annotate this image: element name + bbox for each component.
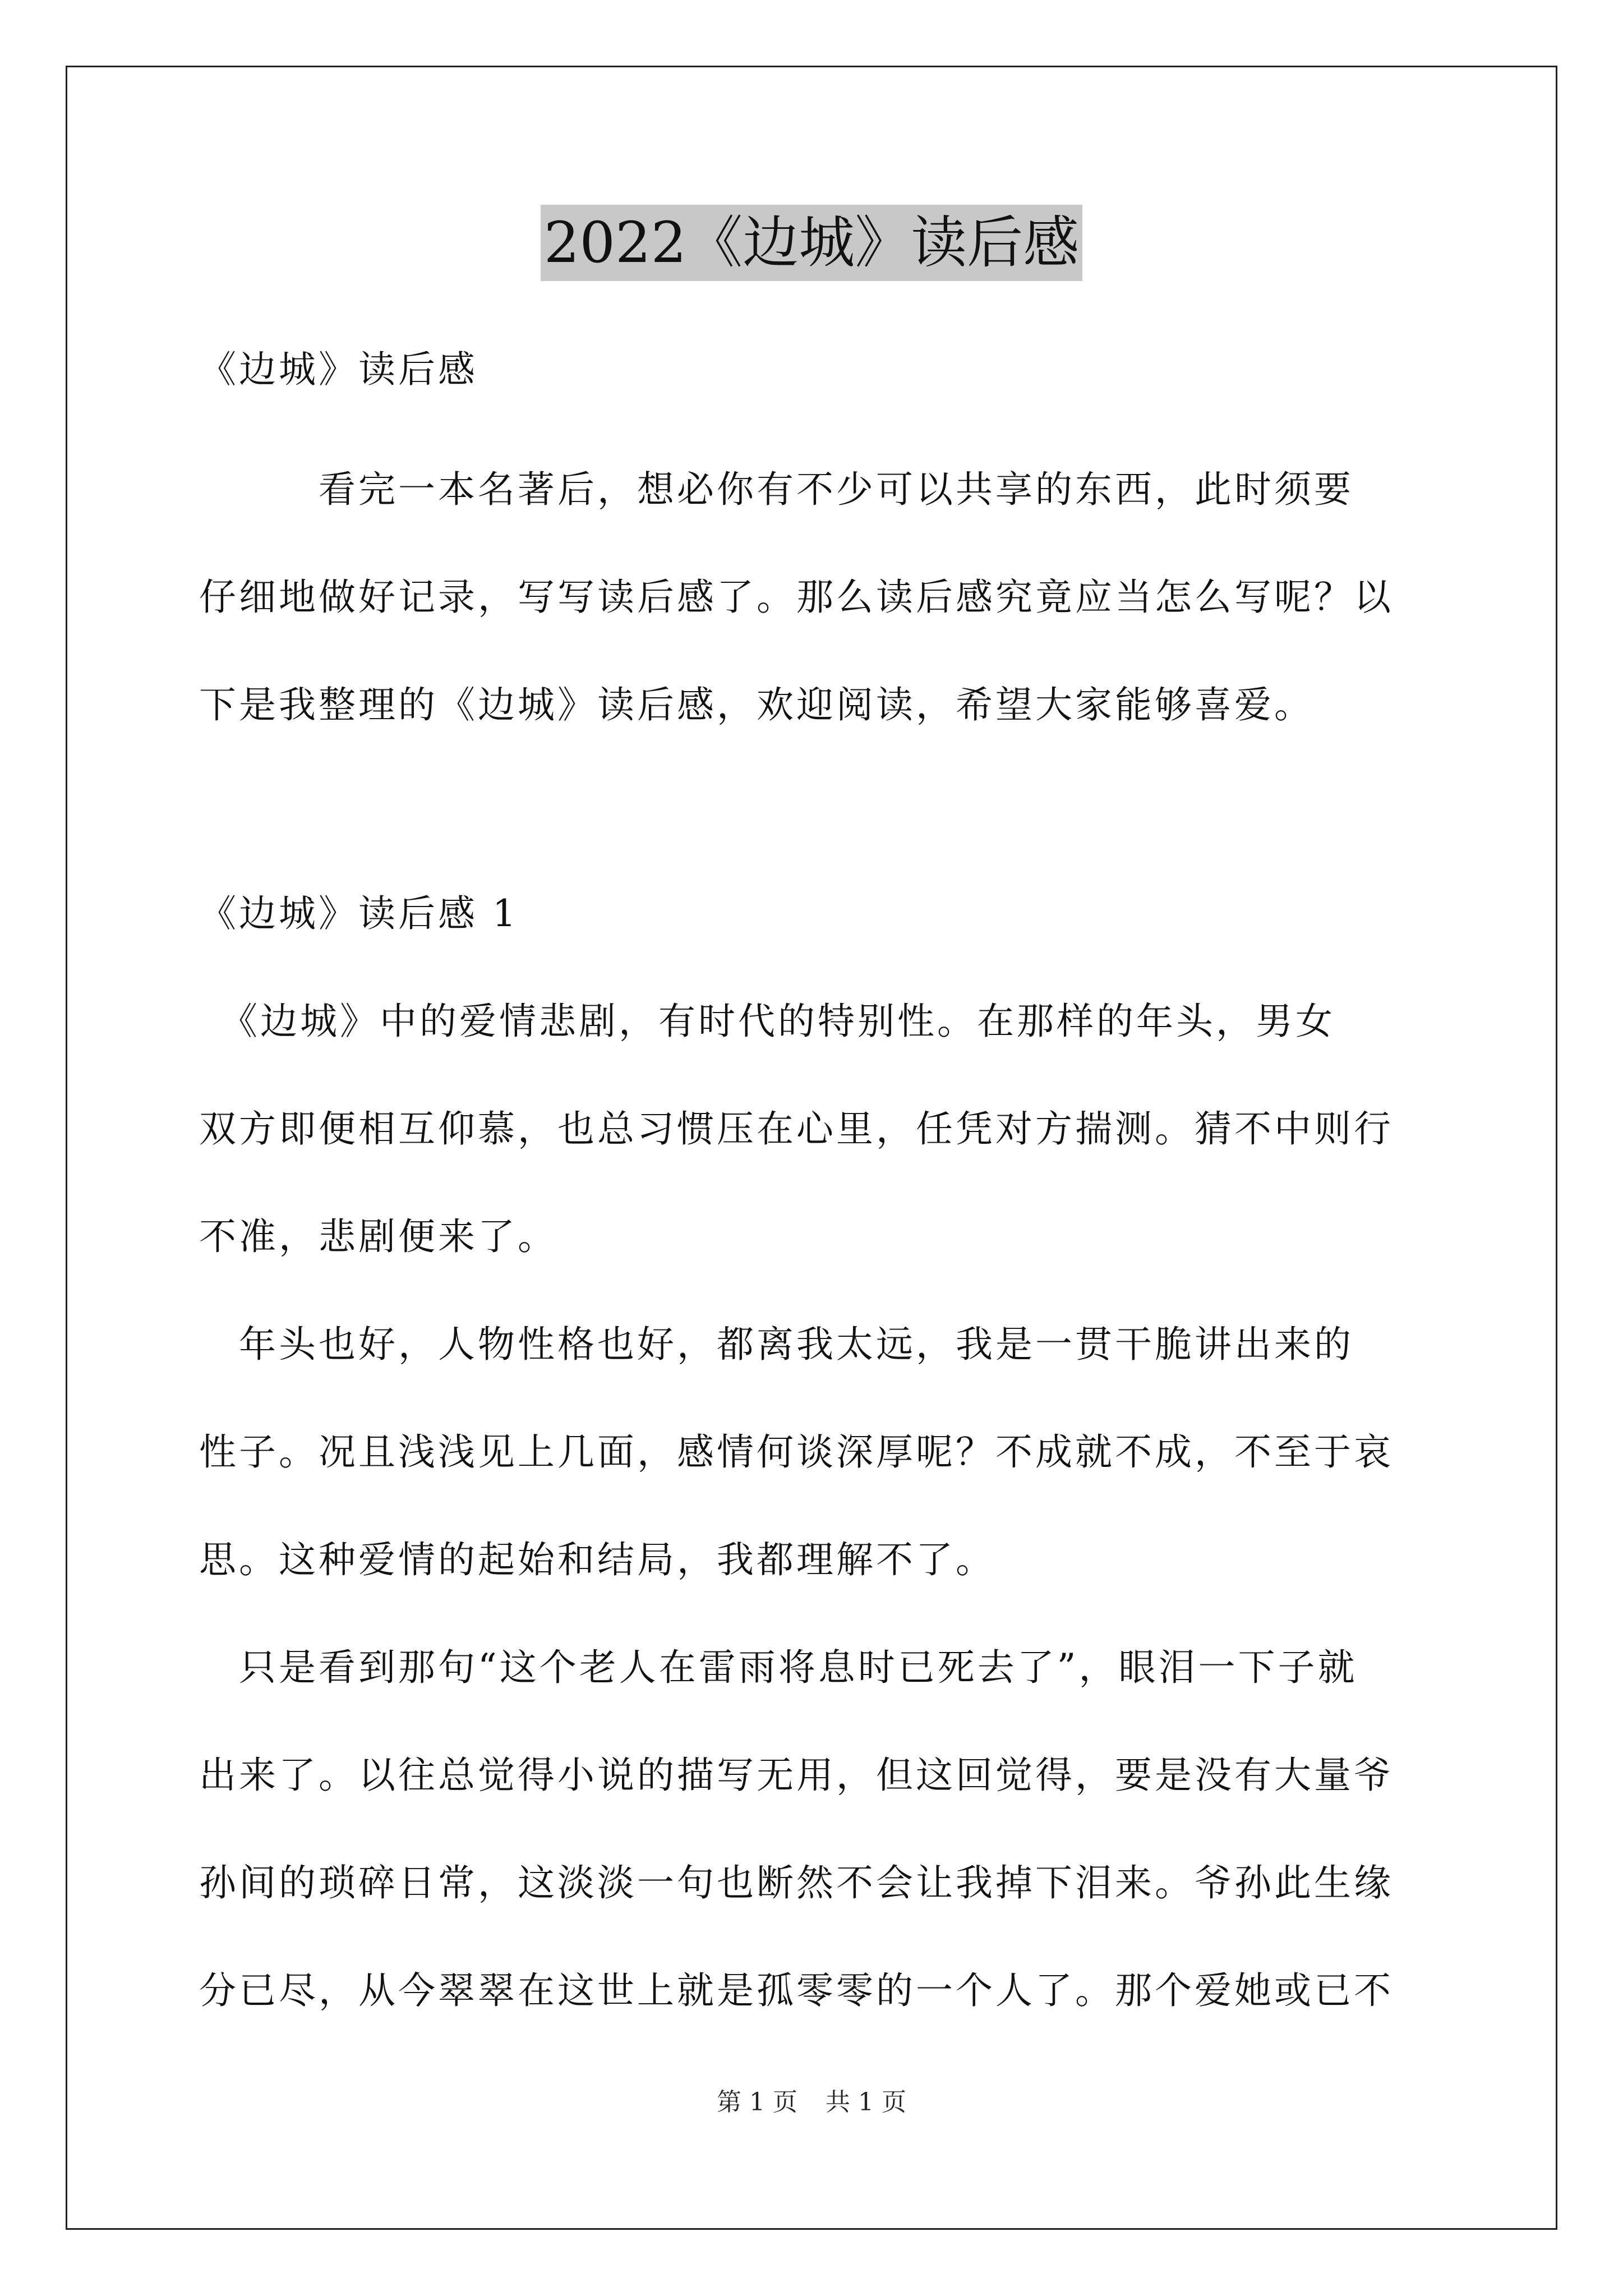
paragraph-line: 出来了。以往总觉得小说的描写无用，但这回觉得，要是没有大量爷 (199, 1754, 1394, 1797)
paragraph-line: 孙间的琐碎日常，这淡淡一句也断然不会让我掉下泪来。爷孙此生缘 (199, 1861, 1394, 1904)
paragraph-line: 不准，悲剧便来了。 (199, 1215, 557, 1258)
paragraph-line: 《边城》中的爱情悲剧，有时代的特别性。在那样的年头，男女 (199, 1000, 1335, 1043)
title-container (0, 205, 1623, 281)
section-1-paragraph-1 (199, 968, 1433, 1291)
paragraph-line: 分已尽，从今翠翠在这世上就是孤零零的一个人了。那个爱她或已不 (199, 1969, 1394, 2012)
paragraph-line: 只是看到那句“这个老人在雷雨将息时已死去了”，眼泪一下子就 (199, 1646, 1358, 1689)
paragraph-line: 性子。况且浅浅见上几面，感情何谈深厚呢？不成就不成，不至于哀 (199, 1430, 1394, 1474)
section-1-paragraph-3 (199, 1614, 1433, 2045)
document-subtitle: 《边城》读后感 (199, 348, 478, 391)
document-title: 2022《边城》读后感 (541, 205, 1083, 281)
intro-paragraph (199, 436, 1433, 759)
intro-line-1: 看完一本名著后，想必你有不少可以共享的东西，此时须要 (199, 468, 1354, 511)
page-total: 共 1 页 (826, 2088, 906, 2116)
paragraph-line: 双方即便相互仰慕，也总习惯压在心里，任凭对方揣测。猜不中则行 (199, 1107, 1394, 1151)
paragraph-line: 思。这种爱情的起始和结局，我都理解不了。 (199, 1538, 995, 1581)
intro-line-3: 下是我整理的《边城》读后感，欢迎阅读，希望大家能够喜爱。 (199, 683, 1314, 726)
paragraph-line: 年头也好，人物性格也好，都离我太远，我是一贯干脆讲出来的 (199, 1323, 1354, 1366)
section-1-paragraph-2 (199, 1291, 1433, 1614)
intro-line-2: 仔细地做好记录，写写读后感了。那么读后感究竟应当怎么写呢？以 (199, 576, 1394, 619)
section-1-heading: 《边城》读后感 1 (199, 892, 519, 935)
page-number: 第 1 页 (717, 2088, 797, 2116)
page-footer (0, 2086, 1623, 2119)
